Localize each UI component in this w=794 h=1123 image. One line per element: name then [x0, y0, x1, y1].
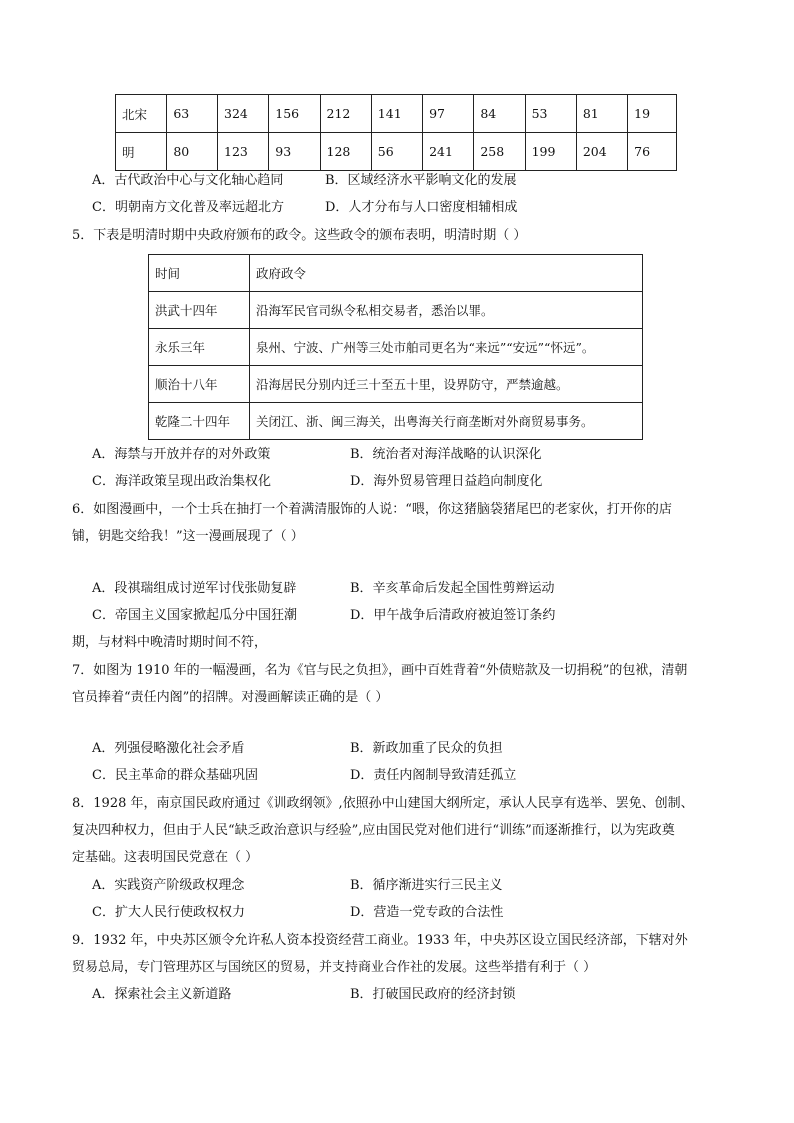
option-d[interactable]: D．营造一党专政的合法性 [350, 905, 504, 920]
table-cell: 北宋 [116, 95, 167, 133]
question-7-stem: 7．如图为 1910 年的一幅漫画，名为《官与民之负担》，画中百姓背着“外债赔款及一切捐税”的包袱，清朝 [72, 663, 688, 678]
table-cell: 76 [628, 133, 677, 171]
question-7-stem-cont: 官员捧着“责任内阁”的招牌。对漫画解读正确的是（ ） [72, 690, 389, 705]
option-a[interactable]: A．段祺瑞组成讨逆军讨伐张勋复辟 [92, 581, 297, 596]
option-b[interactable]: B．辛亥革命后发起全国性剪辫运动 [350, 581, 555, 596]
table-header-row [149, 255, 643, 292]
option-c[interactable]: C．扩大人民行使政权权力 [92, 905, 245, 920]
table-cell: 顺治十八年 [149, 366, 250, 403]
option-d[interactable]: D．甲午战争后清政府被迫签订条约 [350, 608, 556, 623]
option-b[interactable]: B．统治者对海洋战略的认识深化 [350, 447, 542, 462]
table-cell: 156 [269, 95, 320, 133]
table-row [149, 292, 643, 329]
stray-note: 期，与材料中晚清时期时间不符， [72, 635, 268, 650]
table-cell: 84 [474, 95, 525, 133]
option-c[interactable]: C．帝国主义国家掀起瓜分中国狂潮 [92, 608, 297, 623]
option-b[interactable]: B．区域经济水平影响文化的发展 [325, 173, 517, 188]
table-cell: 212 [320, 95, 371, 133]
table-cell: 泉州、宁波、广州等三处市舶司更名为“来远”“安远”“怀远”。 [250, 329, 643, 366]
table-cell: 141 [371, 95, 422, 133]
option-b[interactable]: B．打破国民政府的经济封锁 [350, 987, 516, 1002]
table-cell: 明 [116, 133, 167, 171]
table-cell: 乾隆二十四年 [149, 403, 250, 440]
table-cell: 63 [167, 95, 218, 133]
table-row [149, 366, 643, 403]
table-cell: 沿海居民分别内迁三十至五十里，设界防守，严禁逾越。 [250, 366, 643, 403]
option-c[interactable]: C．民主革命的群众基础巩固 [92, 768, 258, 783]
option-a[interactable]: A．海禁与开放并存的对外政策 [92, 447, 271, 462]
table-cell: 241 [423, 133, 474, 171]
table-row [149, 403, 643, 440]
table-header-cell: 时间 [149, 255, 250, 292]
question-9-stem: 9．1932 年，中央苏区颁令允许私人资本投资经营工商业。1933 年，中央苏区设立国民经济部，下辖对外 [72, 933, 688, 948]
table-cell: 沿海军民官司纵令私相交易者，悉治以罪。 [250, 292, 643, 329]
policy-table [148, 254, 643, 440]
option-c[interactable]: C．明朝南方文化普及率远超北方 [92, 200, 284, 215]
question-8-stem-cont: 复决四种权力，但由于人民“缺乏政治意识与经验”,应由国民党对他们进行“训练”而逐渐推行，以为宪政奠 [72, 823, 675, 838]
table-cell: 56 [371, 133, 422, 171]
option-a[interactable]: A．探索社会主义新道路 [92, 987, 232, 1002]
option-d[interactable]: D．人才分布与人口密度相辅相成 [325, 200, 518, 215]
table-cell: 81 [576, 95, 627, 133]
question-6-stem: 6．如图漫画中，一个士兵在抽打一个着满清服饰的人说：“喂，你这猪脑袋猪尾巴的老家伙，打开你的店 [72, 502, 672, 517]
option-d[interactable]: D．责任内阁制导致清廷孤立 [350, 768, 517, 783]
table-cell: 258 [474, 133, 525, 171]
option-c[interactable]: C．海洋政策呈现出政治集权化 [92, 474, 271, 489]
table-header-cell: 政府政令 [250, 255, 643, 292]
table-cell: 324 [218, 95, 269, 133]
table-cell: 永乐三年 [149, 329, 250, 366]
table-cell: 128 [320, 133, 371, 171]
table-cell: 关闭江、浙、闽三海关，出粤海关行商垄断对外商贸易事务。 [250, 403, 643, 440]
table-row [149, 329, 643, 366]
option-a[interactable]: A．列强侵略激化社会矛盾 [92, 741, 245, 756]
data-table [115, 94, 677, 171]
option-b[interactable]: B．循序渐进实行三民主义 [350, 878, 503, 893]
table-cell: 80 [167, 133, 218, 171]
table-cell: 93 [269, 133, 320, 171]
option-a[interactable]: A．古代政治中心与文化轴心趋同 [92, 173, 284, 188]
question-8-stem-cont2: 定基础。这表明国民党意在（ ） [72, 850, 259, 865]
table-cell: 53 [525, 95, 576, 133]
table-row [116, 95, 677, 133]
table-cell: 19 [628, 95, 677, 133]
table-cell: 204 [576, 133, 627, 171]
question-9-stem-cont: 贸易总局，专门管理苏区与国统区的贸易，并支持商业合作社的发展。这些举措有利于（ ） [72, 960, 597, 975]
option-b[interactable]: B．新政加重了民众的负担 [350, 741, 503, 756]
table-cell: 97 [423, 95, 474, 133]
table-cell: 123 [218, 133, 269, 171]
question-6-stem-cont: 铺，钥匙交给我！”这一漫画展现了（ ） [72, 529, 304, 544]
question-8-stem: 8．1928 年，南京国民政府通过《训政纲领》,依照孙中山建国大纲所定，承认人民享有选举、罢免、创制、 [72, 796, 694, 811]
table-cell: 199 [525, 133, 576, 171]
table-cell: 洪武十四年 [149, 292, 250, 329]
option-a[interactable]: A．实践资产阶级政权理念 [92, 878, 245, 893]
table-row [116, 133, 677, 171]
option-d[interactable]: D．海外贸易管理日益趋向制度化 [350, 474, 543, 489]
question-5-stem: 5．下表是明清时期中央政府颁布的政令。这些政令的颁布表明，明清时期（ ） [72, 228, 527, 243]
